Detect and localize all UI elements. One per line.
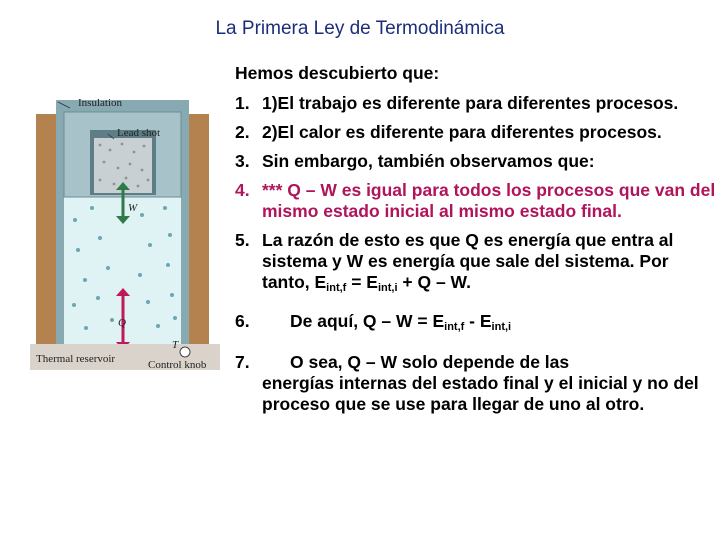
text-part: = E: [346, 272, 378, 292]
insulation-wall-right: [189, 114, 209, 344]
text-part: - E: [464, 311, 492, 331]
list-item-1: [235, 93, 717, 114]
subscript: int,f: [326, 282, 347, 294]
list-number: 3.: [235, 151, 250, 171]
list-text-rest: energías internas del estado final y el inicial y no del proceso que se use para llegar de uno al otro.: [262, 373, 699, 414]
list-text: 1)El trabajo es diferente para diferentes procesos.: [262, 93, 679, 113]
label-thermal-reservoir: Thermal reservoir: [36, 353, 116, 365]
text-part: + Q – W.: [397, 272, 471, 292]
list-number: 4.: [235, 180, 250, 200]
list-item-2: [235, 122, 717, 143]
label-t: T: [172, 339, 179, 351]
label-w: W: [128, 202, 138, 214]
text-part: De aquí, Q – W = E: [290, 311, 445, 331]
list-text: 2)El calor es diferente para diferentes procesos.: [262, 122, 662, 142]
list-number: 7.: [235, 352, 250, 372]
subscript: int,f: [444, 321, 465, 333]
control-knob-icon: [180, 347, 190, 357]
list-item-4: [235, 180, 717, 222]
list-text: Sin embargo, también observamos que:: [262, 151, 595, 171]
text-part: La razón de esto es que Q es energía que entra al sistema y W es energía que sale del sistema. Por tanto, E: [262, 230, 674, 292]
insulation-wall-left: [36, 114, 56, 344]
list-number: 5.: [235, 230, 250, 250]
list-item-6: [235, 311, 717, 338]
subscript: int,i: [377, 282, 398, 294]
label-insulation: Insulation: [78, 97, 122, 109]
list-text-first-line: O sea, Q – W solo depende de las: [290, 352, 570, 372]
subscript: int,i: [491, 321, 512, 333]
slide-body: [235, 63, 717, 423]
label-lead-shot: Lead shot: [117, 127, 161, 139]
intro-text: Hemos descubierto que:: [235, 63, 440, 83]
slide-title: La Primera Ley de Termodinámica: [215, 18, 505, 39]
list-text: [262, 311, 511, 331]
list-item-5: [235, 230, 717, 299]
list-number: 2.: [235, 122, 250, 142]
list-text: [262, 230, 673, 292]
list-number: 1.: [235, 93, 250, 113]
list-text: *** Q – W es igual para todos los procesos que van del mismo estado inicial al mismo estado final.: [262, 180, 716, 221]
piston-cylinder-figure: [30, 90, 220, 370]
label-control-knob: Control knob: [148, 359, 207, 370]
list-item-3: [235, 151, 717, 172]
label-q: Q: [118, 317, 126, 329]
list-item-7: [235, 352, 717, 415]
list-number: 6.: [235, 311, 250, 331]
